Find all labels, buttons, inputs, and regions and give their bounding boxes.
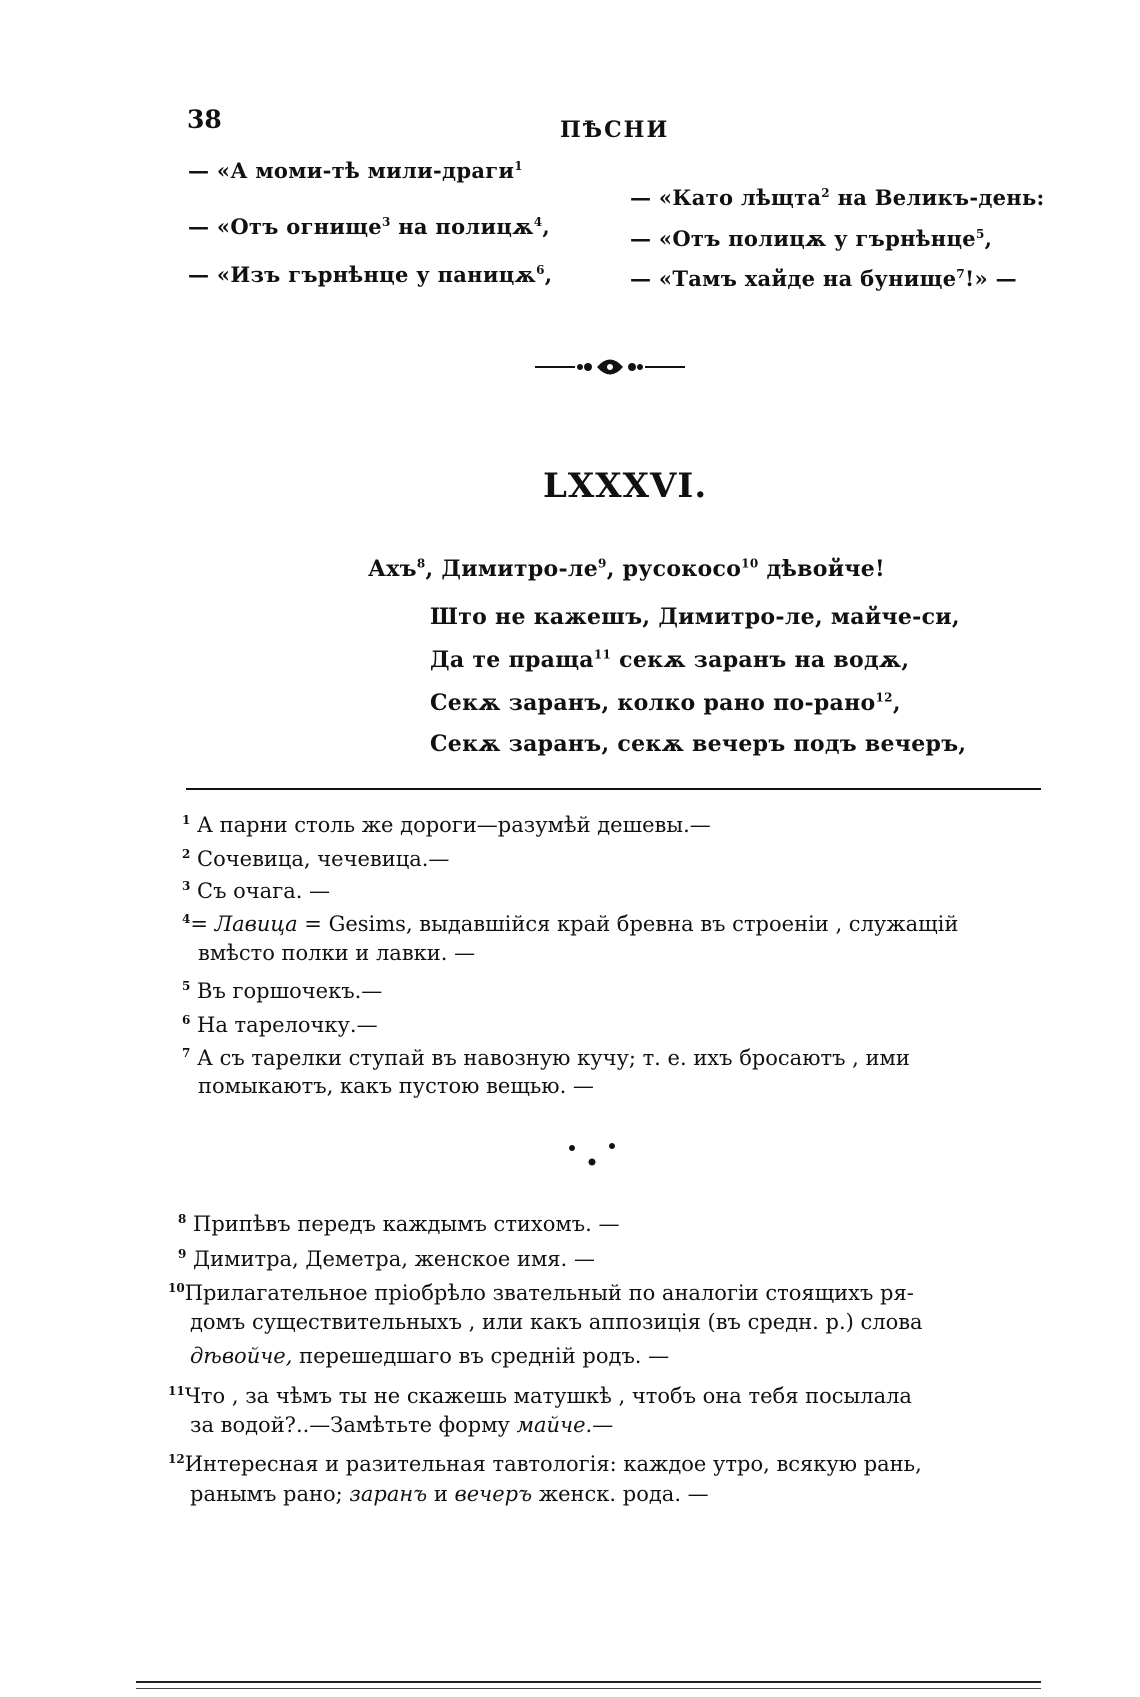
footnote-7: $^7$ А съ тарелки ступай въ навозную кучу; т. е. ихъ бросаютъ , ими <box>182 1046 910 1070</box>
prev-song-left-line-2: — «Отъ огнище$^3$ на полицѫ$^4$, <box>188 214 550 239</box>
prev-song-left-line-1: — «А моми-тѣ мили-драги$^1$ <box>188 158 523 183</box>
footnote-6: $^6$ На тарелочку.— <box>182 1013 378 1037</box>
running-title: ПѢСНИ <box>560 117 670 143</box>
ornament-divider <box>535 352 685 382</box>
footnote-10-cont-1: домъ существительныхъ , или какъ аппозиція (въ средн. р.) слова <box>190 1310 923 1334</box>
footnote-1: $^1$ А парни столь же дороги—разумѣй дешевы.— <box>182 813 711 837</box>
footnote-4-cont: вмѣсто полки и лавки. — <box>198 941 476 965</box>
prev-song-right-line-2: — «Отъ полицѫ у гърнѣнце$^5$, <box>630 226 993 251</box>
prev-song-left-line-3: — «Изъ гърнѣнце у паницѫ$^6$, <box>188 262 553 287</box>
prev-song-right-line-3: — «Тамъ хайде на бунище$^7$!» — <box>630 266 1017 291</box>
footnote-8: $^8$ Припѣвъ передъ каждымъ стихомъ. — <box>178 1212 620 1236</box>
prev-song-right-line-1: — «Като лѣщта$^2$ на Великъ-день: <box>630 185 1045 210</box>
footnote-5: $^5$ Въ горшочекъ.— <box>182 979 383 1003</box>
asterism-divider <box>562 1140 622 1170</box>
footnote-2: $^2$ Сочевица, чечевица.— <box>182 847 450 871</box>
footnote-11: $^{11}$Что , за чѣмъ ты не скажешь матушкѣ , чтобъ она тебя посылала <box>168 1384 912 1408</box>
song-number: LXXXVI. <box>543 466 708 506</box>
footnote-12-cont: ранымъ рано; заранъ и вечеръ женск. рода. — <box>190 1482 709 1506</box>
footnote-4: $^4$= Лавица = Gesims, выдавшійся край бревна въ строеніи , служащій <box>182 912 959 936</box>
footnote-7-cont: помыкаютъ, какъ пустою вещью. — <box>198 1074 594 1098</box>
song-line-2: Што не кажешъ, Димитро-ле, майче-си, <box>430 604 960 630</box>
song-line-4: Секѫ заранъ, колко рано по-рано$^{12}$, <box>430 690 901 716</box>
page-number: 38 <box>187 105 222 134</box>
song-line-3: Да те праща$^{11}$ секѫ заранъ на водѫ, <box>430 647 910 673</box>
footnote-10: $^{10}$Прилагательное пріобрѣло звательный по аналогіи стоящихъ ря- <box>168 1281 914 1305</box>
song-line-1: Ахъ$^8$, Димитро-$ле^9$, русокосо$^{10}$ дѣвойче! <box>368 556 886 582</box>
footnote-11-cont: за водой?..—Замѣтьте форму майче.— <box>190 1413 614 1437</box>
footnote-3: $^3$ Съ очага. — <box>182 879 331 903</box>
song-line-5: Секѫ заранъ, секѫ вечеръ подъ вечеръ, <box>430 731 967 757</box>
footnote-10-cont-2: дѣвойче, перешедшаго въ средній родъ. — <box>190 1344 670 1368</box>
footnote-9: $^9$ Димитра, Деметра, женское имя. — <box>178 1247 595 1271</box>
bottom-rule-2 <box>136 1688 1041 1689</box>
bottom-rule-1 <box>136 1681 1041 1683</box>
footnote-12: $^{12}$Интересная и разительная тавтологія: каждое утро, всякую рань, <box>168 1452 922 1476</box>
footnote-rule <box>186 788 1041 790</box>
